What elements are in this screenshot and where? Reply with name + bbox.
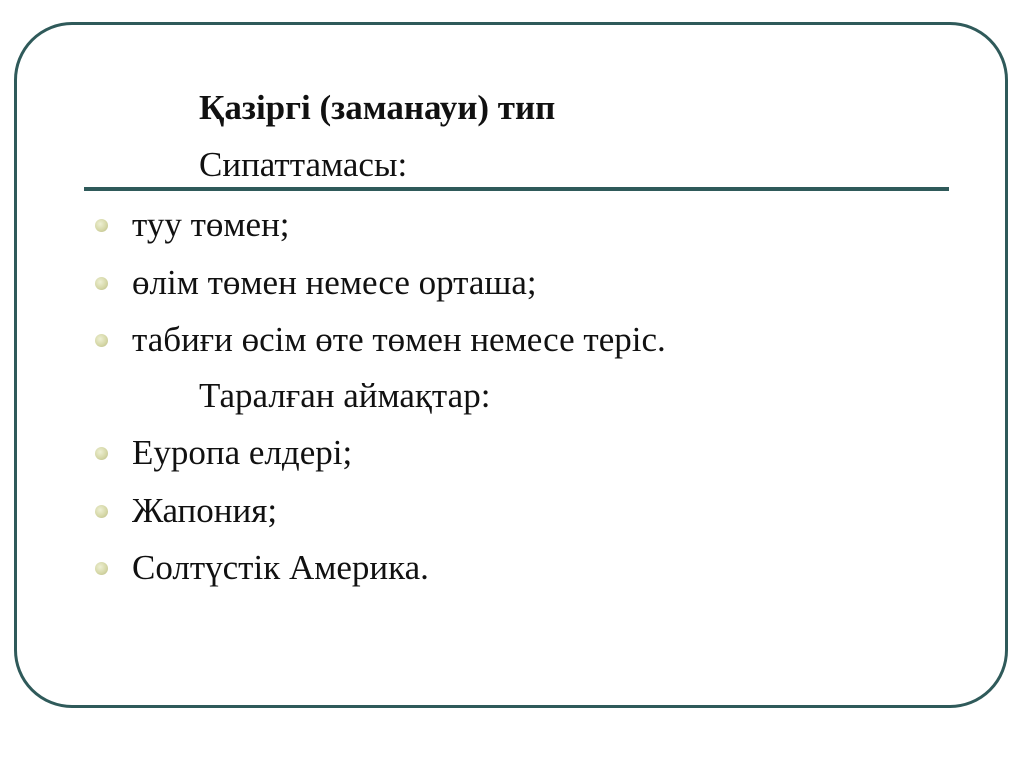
list-item <box>95 546 429 590</box>
slide-title: Қазіргі (заманауи) тип <box>199 88 556 127</box>
bullet-icon <box>95 219 108 232</box>
bullet-icon <box>95 562 108 575</box>
list-item-text: туу төмен; <box>132 205 290 244</box>
bullet-icon <box>95 447 108 460</box>
bullet-icon <box>95 505 108 518</box>
list-item-text: табиғи өсім өте төмен немесе теріс. <box>132 320 666 359</box>
list-item <box>95 203 290 247</box>
list-item <box>95 261 537 305</box>
list-item-text: Солтүстік Америка. <box>132 548 429 587</box>
divider-line <box>84 187 949 191</box>
list-item <box>95 318 666 362</box>
list-item-text: Еуропа елдері; <box>132 433 353 472</box>
list-item-text: Жапония; <box>132 491 278 530</box>
bullet-icon <box>95 334 108 347</box>
list-item <box>95 489 277 533</box>
list-item <box>95 431 352 475</box>
list-item-text: өлім төмен немесе орташа; <box>132 263 537 302</box>
characteristics-heading: Сипаттамасы: <box>199 145 408 184</box>
bullet-icon <box>95 277 108 290</box>
regions-heading: Таралған аймақтар: <box>199 376 491 415</box>
